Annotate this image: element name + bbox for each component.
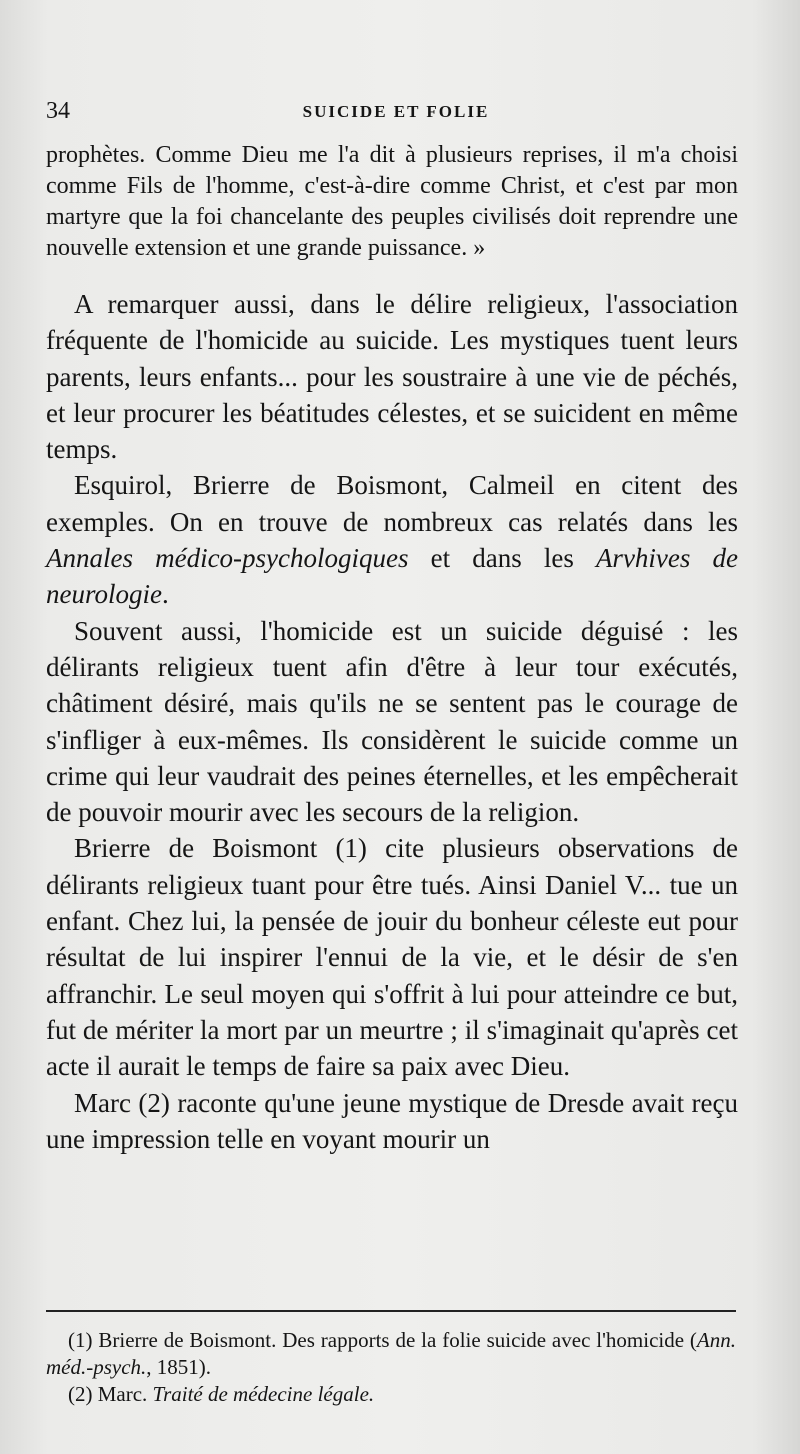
paragraph-esquirol <box>46 467 738 612</box>
body-text <box>46 140 738 1157</box>
footnote-text: , 1851). <box>146 1355 212 1379</box>
footnote-book-title: Traité de médecine légale. <box>152 1382 375 1406</box>
page-number: 34 <box>46 98 70 124</box>
footnote-journal: Ann. méd.-psych. <box>46 1328 736 1379</box>
running-title: SUICIDE ET FOLIE <box>302 102 490 121</box>
footnote-1 <box>46 1327 736 1381</box>
quote-continuation: prophètes. Comme Dieu me l'a dit à plusieurs reprises, il m'a choisi comme Fils de l'homme, c'est-à-dire comme Christ, et c'est par mon martyre que la foi chancelante des peuples civilisés doit reprendre une nouvelle extension et une grande puissance. » <box>46 142 738 261</box>
journal-title-annales: Annales médico-psychologiques <box>46 543 409 574</box>
paragraph-homicide: Souvent aussi, l'homicide est un suicide déguisé : les délirants religieux tuent afin d'être à leur tour exécutés, châtiment désiré, mais qu'ils ne se sentent pas le courage de s'infliger à eux-mêmes. Ils considèrent le suicide comme un crime qui leur vaudrait des peines éternelles, et les empêcherait de pouvoir mourir avec les secours de la religion. <box>46 615 738 828</box>
paragraph-text: et dans les <box>430 543 574 574</box>
journal-title-archives: Arvhives de neurologie <box>46 543 738 610</box>
paragraph-brierre: Brierre de Boismont (1) cite plusieurs observations de délirants religieux tuant pour être tués. Ainsi Daniel V... tue un enfant. Chez lui, la pensée de jouir du bonheur céleste eut pour résultat de lui inspirer l'ennui de la vie, et le désir de s'en affranchir. Le seul moyen qui s'offrit à lui pour atteindre ce but, fut de mériter la mort par un meurtre ; il s'imaginait qu'après cet acte il aurait le temps de faire sa paix avec Dieu. <box>46 833 738 1082</box>
footnotes <box>46 1327 736 1408</box>
footnote-text: (1) Brierre de Boismont. Des rapports de la folie suicide avec l'homicide ( <box>68 1328 697 1352</box>
footnote-2 <box>46 1381 736 1408</box>
paragraph-text: . <box>161 579 169 610</box>
paragraph-text: Esquirol, Brierre de Boismont, Calmeil en citent des exemples. On en trouve de nombreux cas relatés dans les <box>46 470 738 537</box>
paragraph-gap <box>46 264 738 286</box>
paragraph-marc: Marc (2) raconte qu'une jeune mystique de Dresde avait reçu une impression telle en voyant mourir un <box>46 1087 738 1154</box>
footnote-rule <box>46 1310 736 1312</box>
running-head <box>46 98 746 128</box>
footnote-text: (2) Marc. <box>68 1382 148 1406</box>
paragraph-association: A remarquer aussi, dans le délire religieux, l'association fréquente de l'homicide au suicide. Les mystiques tuent leurs parents, leurs enfants... pour les soustraire à une vie de péchés, et leur procurer les béatitudes célestes, et se suicident en même temps. <box>46 289 738 465</box>
